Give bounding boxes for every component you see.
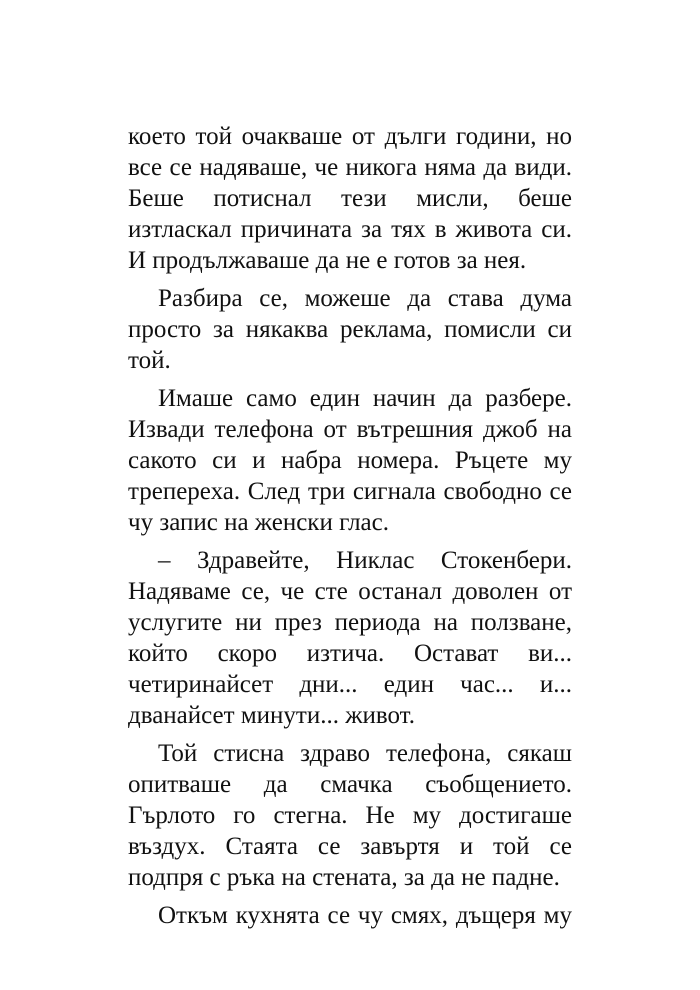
text-line: изтласкал причината за тях в живота си.: [128, 216, 572, 243]
text-line: чу запис на женски глас.: [128, 509, 389, 536]
text-line: Имаше само един начин да разбере.: [158, 385, 572, 412]
paragraph: [128, 283, 572, 376]
text-line: И продължаваше да не е готов за нея.: [128, 247, 527, 274]
paragraph: [128, 545, 572, 731]
text-line: четиринайсет дни... един час... и...: [128, 671, 572, 698]
text-line: услугите ни през периода на ползване,: [128, 609, 572, 636]
text-line: Извади телефона от вътрешния джоб на: [128, 416, 572, 443]
text-line: Той стисна здраво телефона, сякаш: [158, 740, 572, 767]
text-line: Откъм кухнята се чу смях, дъщеря му: [158, 902, 572, 929]
text-line: Надяваме се, че сте останал доволен от: [128, 578, 572, 605]
text-line: дванайсет минути... живот.: [128, 702, 415, 729]
text-line: Гърлото го стегна. Не му достигаше: [128, 802, 572, 829]
text-line: Разбира се, можеше да става дума: [158, 285, 572, 312]
text-line: което той очакваше от дълги години, но: [128, 123, 572, 150]
text-line: той.: [128, 347, 171, 374]
text-line: просто за някаква реклама, помисли си: [128, 316, 572, 343]
text-line: Беше потиснал тези мисли, беше: [128, 185, 572, 212]
body-text: [128, 121, 572, 938]
paragraph: [128, 121, 572, 276]
text-line: подпря с ръка на стената, за да не падне.: [128, 864, 560, 891]
paragraph: [128, 738, 572, 893]
paragraph: [128, 900, 572, 931]
text-line: трепереха. След три сигнала свободно се: [128, 478, 572, 505]
text-line: въздух. Стаята се завъртя и той се: [128, 833, 572, 860]
text-line: все се надяваше, че никога няма да види.: [128, 154, 572, 181]
paragraph: [128, 383, 572, 538]
text-line: който скоро изтича. Остават ви...: [128, 640, 572, 667]
text-line: – Здравейте, Никлас Стокенбери.: [158, 547, 572, 574]
text-line: опитваше да смачка съобщението.: [128, 771, 572, 798]
text-line: сакото си и набра номера. Ръцете му: [128, 447, 572, 474]
